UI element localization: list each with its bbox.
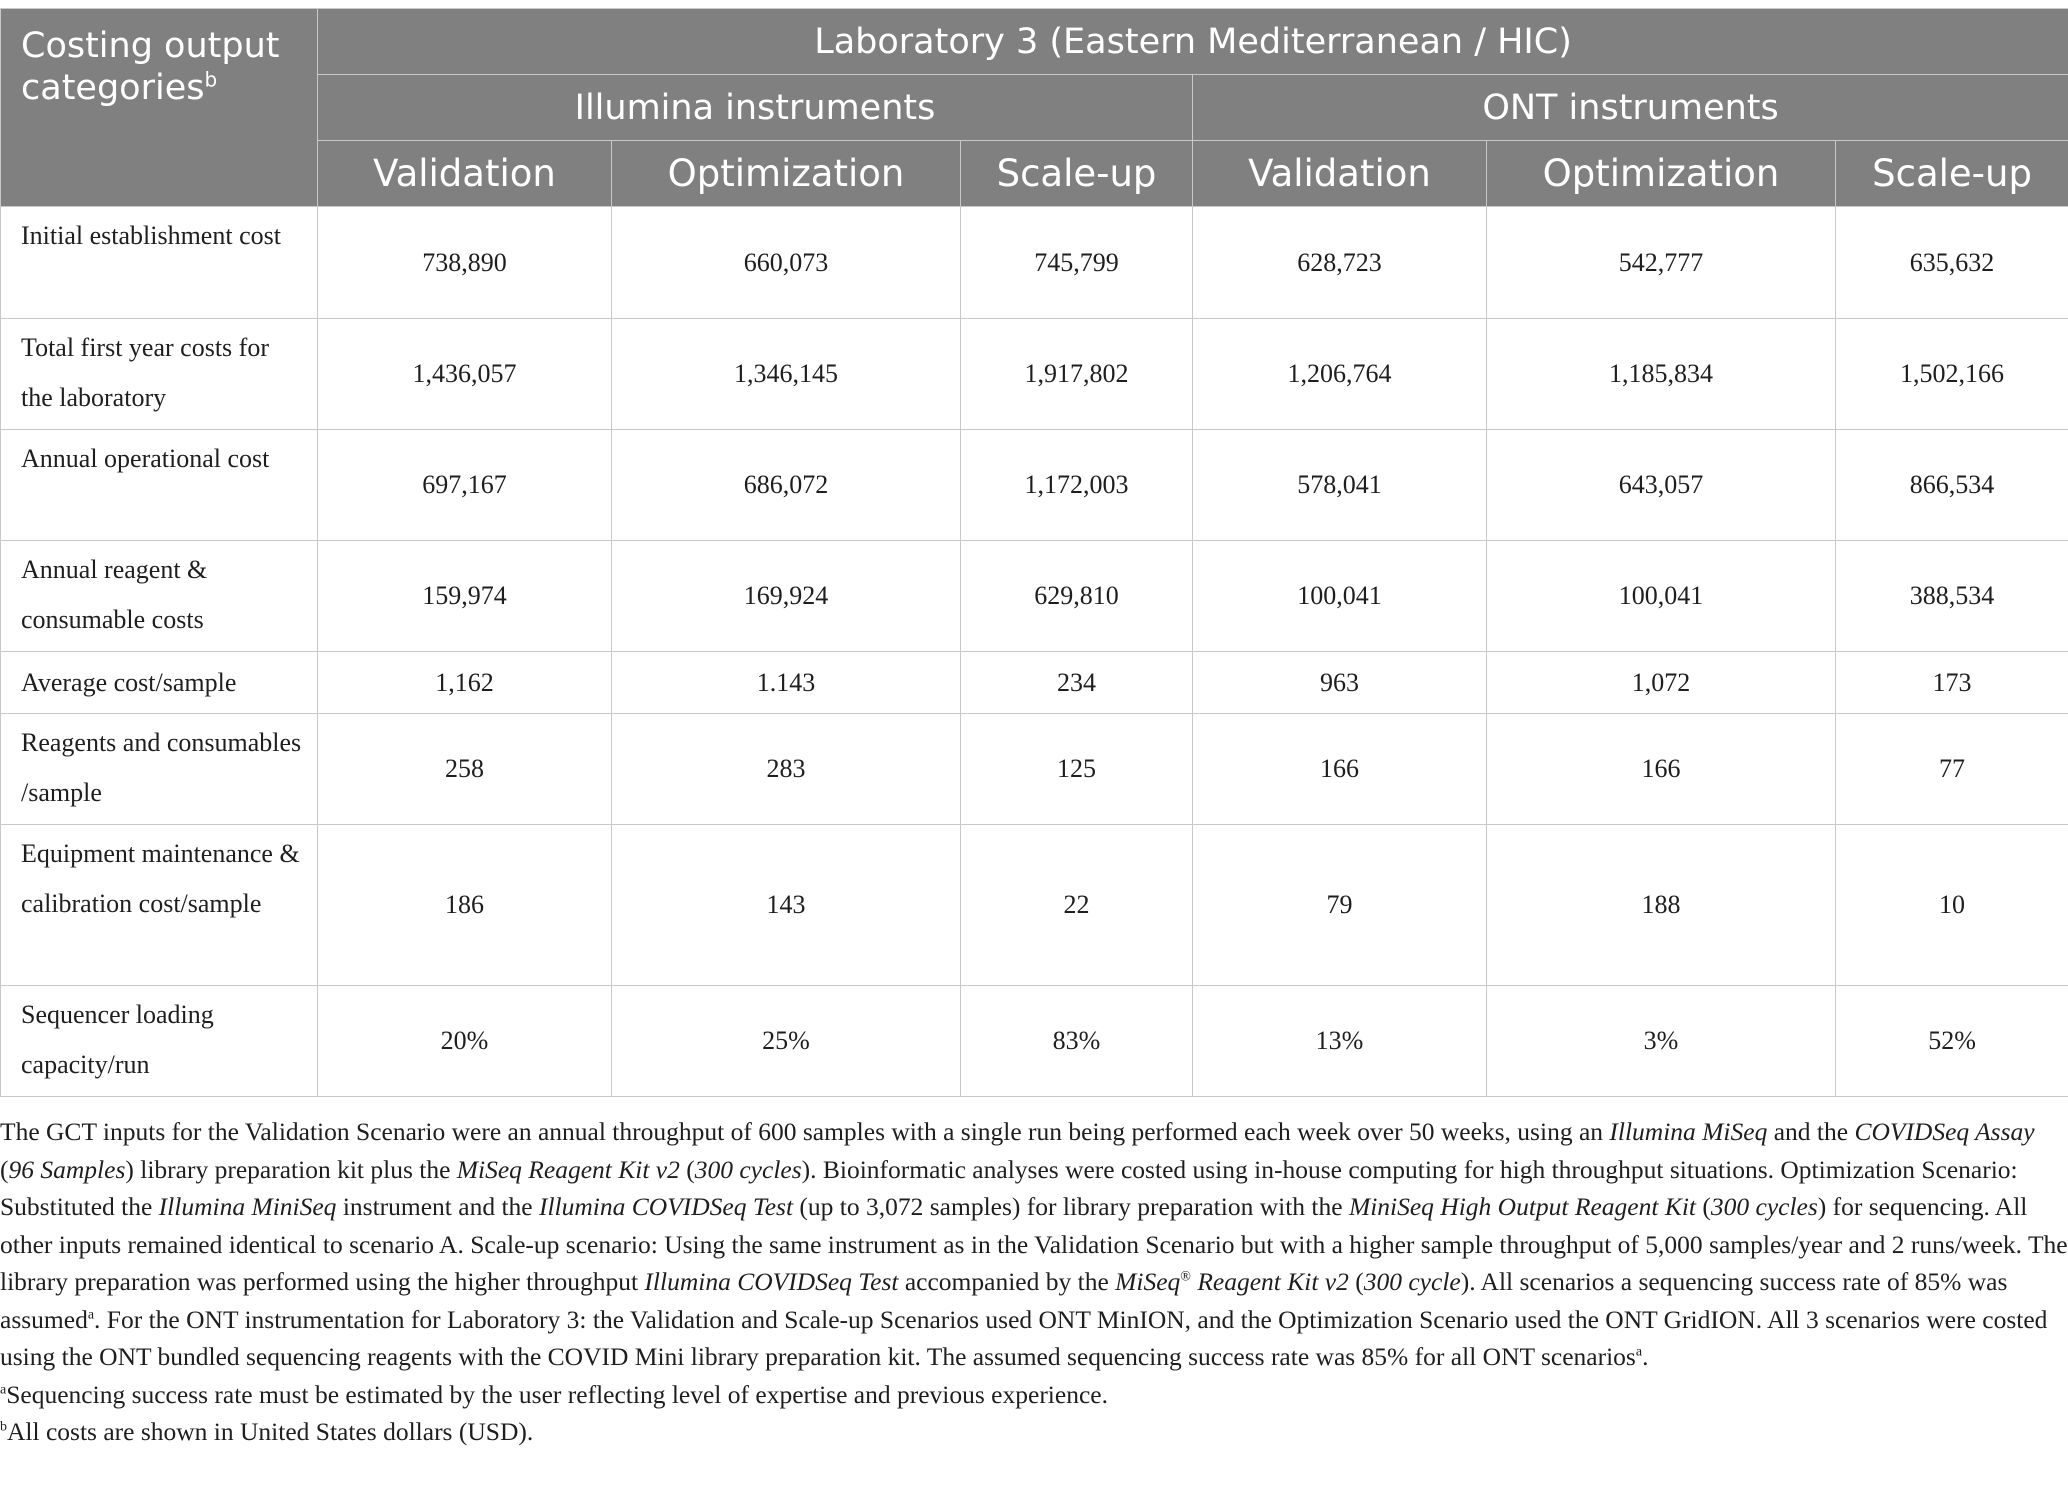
table-cell: 1,346,145 [612,319,961,430]
table-cell: 3% [1487,986,1836,1097]
note-italic: Illumina MiniSeq [158,1192,337,1221]
table-cell: 125 [961,714,1193,825]
corner-header [1,9,318,207]
note-text: instrument and the [336,1192,539,1221]
note-text: ). All scenarios a sequencing success rate of 85% was assumed [0,1267,2008,1334]
note-text: ) for sequencing. All other inputs remained identical to scenario A. Scale-up scenario: Using the same instrument as in the Validation Scenario but with a higher sample throughput of 5,000 samples/year and 2 runs/week. The library preparation was performed using the higher throughput [0,1192,2068,1296]
table-cell: 173 [1836,652,2068,714]
note-italic: Illumina COVIDSeq Test [644,1267,899,1296]
note-italic: Illumina COVIDSeq Test [538,1192,794,1221]
row-label: Reagents and consumables /sample [1,714,318,825]
note-text: accompanied by the [898,1267,1116,1296]
table-note-paragraph [0,1113,2068,1376]
row-label: Equipment maintenance & calibration cost/sample [1,825,318,986]
table-cell: 22 [961,825,1193,986]
table-cell: 143 [612,825,961,986]
table-cell: 20% [318,986,612,1097]
table-cell: 1.143 [612,652,961,714]
table-cell: 1,502,166 [1836,319,2068,430]
table-row [1,541,2068,652]
note-italic: 300 cycles [1710,1192,1818,1221]
note-text: and the [1767,1117,1855,1146]
table-cell: 1,436,057 [318,319,612,430]
corner-header-text: Costing output categories [21,26,280,108]
scenario-header: Scale-up [1836,141,2068,207]
table-row [1,714,2068,825]
scenario-header: Validation [1193,141,1487,207]
table-row [1,986,2068,1097]
row-label: Average cost/sample [1,652,318,714]
scenario-header: Validation [318,141,612,207]
table-cell: 1,206,764 [1193,319,1487,430]
row-label: Annual reagent & consumable costs [1,541,318,652]
footnote-text: All costs are shown in United States dollars (USD). [7,1417,534,1446]
table-cell: 628,723 [1193,207,1487,319]
group-header-illumina: Illumina instruments [318,75,1193,141]
table-cell: 283 [612,714,961,825]
table-cell: 866,534 [1836,430,2068,541]
table-cell: 1,185,834 [1487,319,1836,430]
table-cell: 686,072 [612,430,961,541]
note-italic: MiniSeq High Output Reagent Kit [1348,1192,1696,1221]
note-italic: MiSeq [1115,1267,1181,1296]
table-row [1,652,2068,714]
note-text: ). Bioinformatic analyses were costed using in-house computing for high throughput situations. Optimization Scenario: Substituted the [0,1154,2018,1221]
table-cell: 77 [1836,714,2068,825]
table-cell: 1,172,003 [961,430,1193,541]
note-italic: 300 cycles [694,1154,802,1184]
note-text: ( [1348,1267,1364,1296]
table-cell: 1,072 [1487,652,1836,714]
footnote-text: Sequencing success rate must be estimated by the user reflecting level of expertise and previous experience. [6,1379,1108,1409]
note-italic: COVIDSeq Assay [1854,1117,2035,1146]
note-text: ) library preparation kit plus the [125,1154,457,1184]
note-text: ( [0,1154,9,1184]
table-cell: 1,917,802 [961,319,1193,430]
table-notes [0,1113,2068,1451]
table-cell: 52% [1836,986,2068,1097]
costing-table [0,8,2068,1097]
corner-header-footnote-mark: b [204,67,218,92]
note-italic: 96 Samples [8,1154,126,1184]
table-cell: 25% [612,986,961,1097]
table-cell: 738,890 [318,207,612,319]
table-cell: 13% [1193,986,1487,1097]
row-label: Total first year costs for the laboratory [1,319,318,430]
table-cell: 578,041 [1193,430,1487,541]
table-container [0,8,2068,1097]
table-cell: 166 [1487,714,1836,825]
row-label: Initial establishment cost [1,207,318,319]
table-row [1,430,2068,541]
table-row [1,207,2068,319]
table-cell: 79 [1193,825,1487,986]
table-cell: 234 [961,652,1193,714]
row-label: Annual operational cost [1,430,318,541]
note-text: ( [679,1154,695,1184]
table-cell: 186 [318,825,612,986]
group-header-ont: ONT instruments [1193,75,2068,141]
note-text: The GCT inputs for the Validation Scenario were an annual throughput of 600 samples with a single run being performed each week over 50 weeks, using an [0,1117,1610,1146]
footnote-mark: a [87,1307,95,1322]
footnote-mark: a [0,1382,7,1397]
footnote-b [0,1413,2068,1451]
footnote-a [0,1376,2068,1414]
table-cell: 159,974 [318,541,612,652]
footnote-mark: a [1635,1344,1643,1360]
table-cell: 629,810 [961,541,1193,652]
lab-header: Laboratory 3 (Eastern Mediterranean / HIC) [318,9,2068,75]
table-row [1,319,2068,430]
table-cell: 100,041 [1193,541,1487,652]
table-cell: 1,162 [318,652,612,714]
table-cell: 10 [1836,825,2068,986]
table-cell: 188 [1487,825,1836,986]
registered-mark: ® [1180,1269,1191,1285]
scenario-header: Optimization [612,141,961,207]
note-text: (up to 3,072 samples) for library preparation with the [793,1192,1349,1221]
note-italic: Illumina MiSeq [1609,1117,1768,1146]
table-cell: 697,167 [318,430,612,541]
table-cell: 635,632 [1836,207,2068,319]
table-cell: 83% [961,986,1193,1097]
note-text: ( [1696,1192,1711,1221]
table-cell: 745,799 [961,207,1193,319]
row-label: Sequencer loading capacity/run [1,986,318,1097]
table-row [1,825,2068,986]
table-cell: 643,057 [1487,430,1836,541]
table-cell: 963 [1193,652,1487,714]
note-italic: 300 cycle [1363,1267,1461,1296]
table-cell: 100,041 [1487,541,1836,652]
table-cell: 169,924 [612,541,961,652]
note-italic: Reagent Kit v2 [1190,1267,1349,1296]
note-text: . For the ONT instrumentation for Laboratory 3: the Validation and Scale-up Scenarios used ONT MinION, and the Optimization Scenario used the ONT GridION. All 3 scenarios were costed using the ONT bundled sequencing reagents with the COVID Mini library preparation kit. The assumed sequencing success rate was 85% for all ONT scenarios [0,1304,2048,1371]
note-italic: MiSeq Reagent Kit v2 [456,1154,680,1184]
note-text: . [1642,1342,1649,1371]
scenario-header: Scale-up [961,141,1193,207]
table-cell: 542,777 [1487,207,1836,319]
footnote-mark: b [0,1419,7,1435]
scenario-header: Optimization [1487,141,1836,207]
table-cell: 388,534 [1836,541,2068,652]
table-cell: 166 [1193,714,1487,825]
table-cell: 258 [318,714,612,825]
table-cell: 660,073 [612,207,961,319]
